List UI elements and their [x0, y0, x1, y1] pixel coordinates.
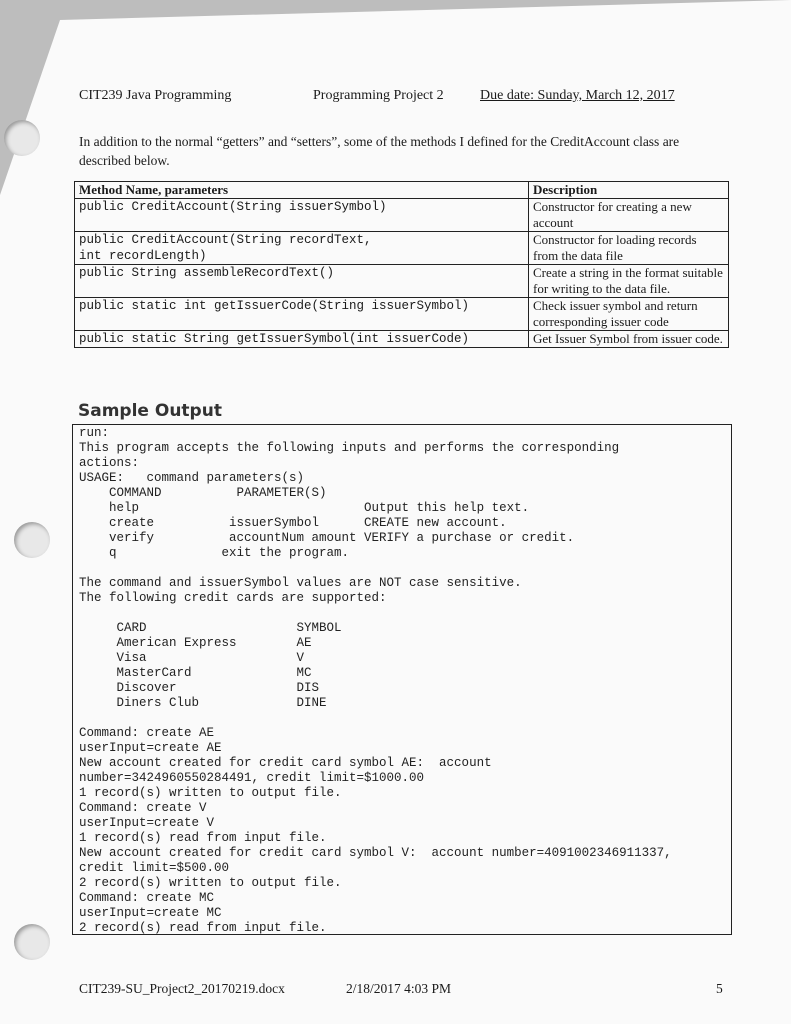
method-description: Create a string in the format suitable for writing to the data file.	[529, 265, 729, 298]
col-header-description: Description	[529, 182, 729, 199]
method-description: Constructor for creating a new account	[529, 199, 729, 232]
footer-page-number: 5	[716, 981, 723, 996]
footer-filename: CIT239-SU_Project2_20170219.docx	[79, 981, 285, 996]
method-signature: public CreditAccount(String recordText, int recordLength)	[75, 232, 529, 265]
header-due-date: Due date: Sunday, March 12, 2017	[480, 88, 675, 103]
table-row	[75, 199, 729, 232]
header-project: Programming Project 2	[313, 88, 444, 103]
sample-output-heading: Sample Output	[78, 401, 222, 421]
method-description: Get Issuer Symbol from issuer code.	[529, 331, 729, 348]
intro-paragraph: In addition to the normal “getters” and “setters”, some of the methods I defined for the CreditAccount class are described below.	[79, 134, 680, 168]
sample-output-text: run: This program accepts the following inputs and performs the corresponding actions: USAGE: command parameters(s) COMMAND PARAMETER(S) help Output this help text. create issuerSymbol CREATE new account. verify accountNum amount VERIFY a purchase or credit. q exit the program. The command and issuerSymbol values are NOT case sensitive. The following credit cards are supported: CARD SYMBOL American Express AE Visa V MasterCard MC Discover DIS Diners Club DINE Command: create AE userInput=create AE New account created for credit card symbol AE: account number=3424960550284491, credit limit=$1000.00 1 record(s) written to output file. Command: create V userInput=create V 1 record(s) read from input file. New account created for credit card symbol V: account number=4091002346911337, credit limit=$500.00 2 record(s) written to output file. Command: create MC userInput=create MC 2 record(s) read from input file.	[79, 426, 672, 935]
header-course: CIT239 Java Programming	[79, 88, 232, 103]
table-row	[75, 232, 729, 265]
method-description: Constructor for loading records from the data file	[529, 232, 729, 265]
table-row	[75, 331, 729, 348]
col-header-method: Method Name, parameters	[75, 182, 529, 199]
table-row	[75, 298, 729, 331]
binder-hole-middle	[14, 522, 50, 558]
methods-table	[74, 181, 729, 348]
sample-output-box	[72, 424, 732, 935]
binder-hole-bottom	[14, 924, 50, 960]
method-signature: public static String getIssuerSymbol(int issuerCode)	[75, 331, 529, 348]
method-signature: public String assembleRecordText()	[75, 265, 529, 298]
method-description: Check issuer symbol and return corresponding issuer code	[529, 298, 729, 331]
method-signature: public CreditAccount(String issuerSymbol)	[75, 199, 529, 232]
table-row	[75, 265, 729, 298]
method-signature: public static int getIssuerCode(String issuerSymbol)	[75, 298, 529, 331]
binder-hole-top	[4, 120, 40, 156]
footer-datetime: 2/18/2017 4:03 PM	[346, 981, 452, 996]
